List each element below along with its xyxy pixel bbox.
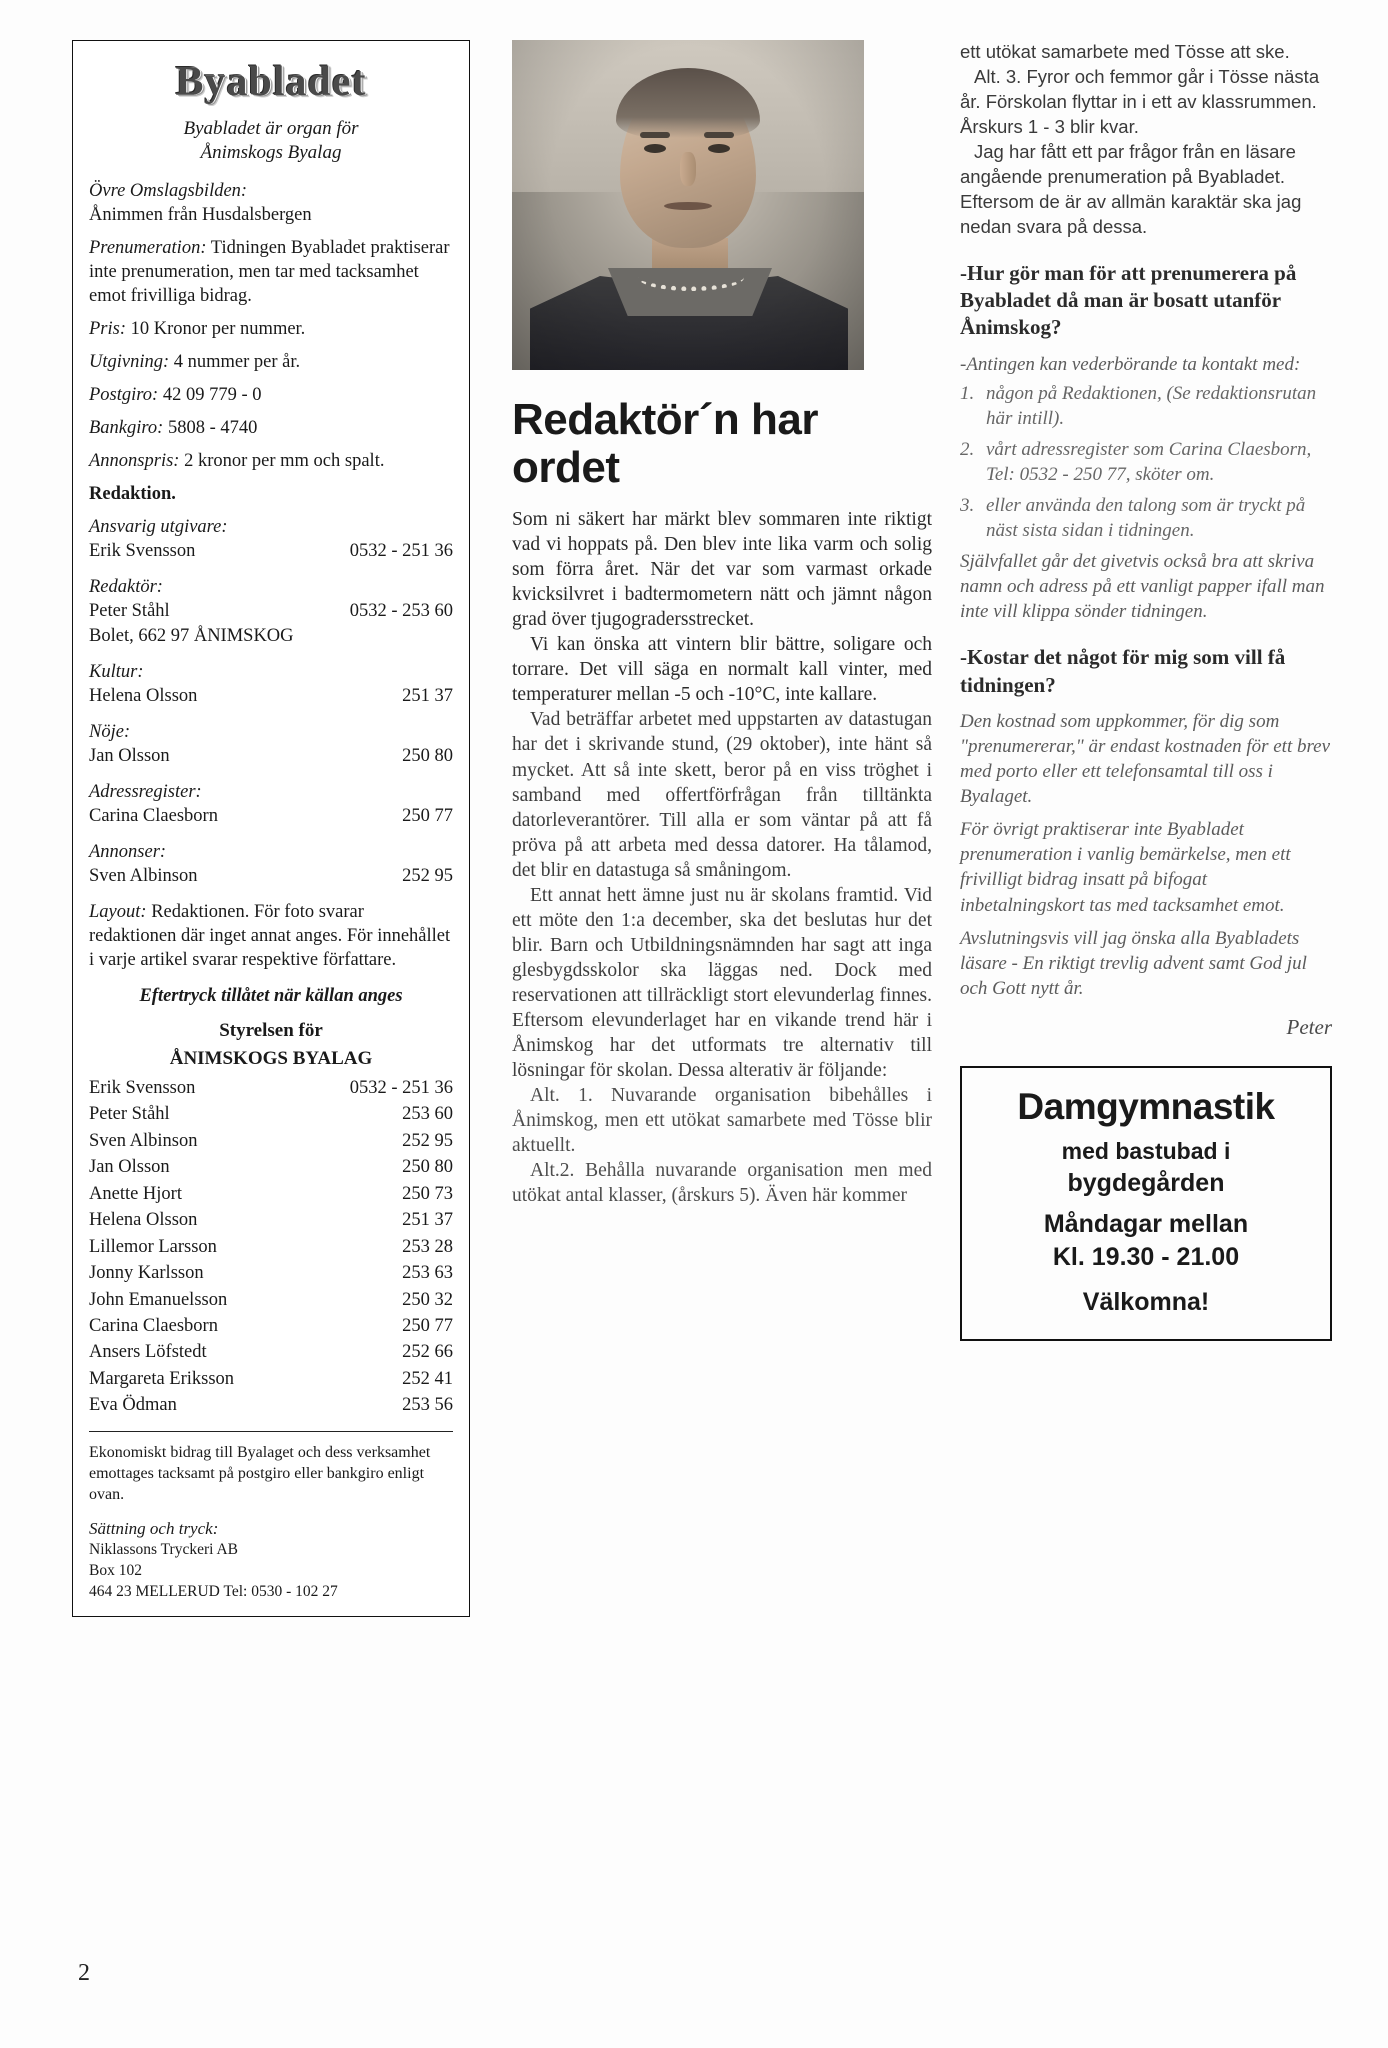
print-line: Box 102 [89,1562,142,1580]
prenumeration-block [89,236,453,308]
person-name: Peter Ståhl [89,601,170,622]
article-paragraph: Ett annat hett ämne just nu är skolans framtid. Vid ett möte den 1:a december, ska det beslutas hur det blir. Barn och Utbildningsnämnden har sagt att inga glesbygdsskolor ska läggas ned. Dock med reservationen att tillräckligt stort elevunderlag finnes. Eftersom elevunderlaget har en vikande trend här i Ånimskog har det utformats tre alternativ till lösningar för skolan. Dessa alterativ är följande: [512,884,932,1082]
question-2-heading: -Kostar det något för mig som vill få tidningen? [960,645,1286,697]
person-phone: 0532 - 251 36 [349,541,453,562]
answer-1-intro: -Antingen kan vederbörande ta kontakt med: [960,353,1301,375]
board-row [89,1392,453,1418]
bankgiro-block [89,416,453,440]
ad-line-4: Måndagar mellan [1043,1209,1249,1238]
answer-1-item [960,493,1332,543]
board-phone: 253 60 [402,1104,453,1125]
article-paragraph: Alt.2. Behålla nuvarande organisation men med utökat antal klasser, (årskurs 5). Även här kommer [512,1160,932,1207]
board-name: Jonny Karlsson [89,1263,204,1284]
role-person [89,684,453,709]
board-row [89,1154,453,1180]
board-row [89,1260,453,1286]
annonspris-block [89,449,453,473]
article-paragraph: Jag har fått ett par frågor från en läsare angående prenumeration på Byabladet. Eftersom de är av allmän karaktär ska jag nedan svara på dessa. [960,140,1302,237]
person-name: Bolet, 662 97 ÅNIMSKOG [89,626,294,647]
pris-label: Pris: [89,318,126,339]
board-title-1: Styrelsen för [219,1020,323,1042]
board-name: Margareta Eriksson [89,1368,235,1389]
person-name: Erik Svensson [89,541,196,562]
board-title-2: ÅNIMSKOGS BYALAG [169,1048,373,1070]
role-label: Nöje: [89,722,131,743]
role-group [89,840,453,889]
divider [89,1431,453,1432]
board-phone: 250 77 [402,1315,453,1336]
role-address [89,624,453,649]
board-row [89,1128,453,1154]
role-label: Kultur: [89,662,144,683]
layout-text: Redaktionen. [151,902,250,923]
signature: Peter [1286,1014,1332,1039]
ad-line-2: med bastubad i [1061,1137,1231,1164]
board-phone: 252 66 [402,1342,453,1363]
board-phone: 0532 - 251 36 [349,1077,453,1098]
ad-line-5: Kl. 19.30 - 21.00 [1052,1242,1240,1271]
advertisement-damgymnastik [960,1066,1332,1341]
role-group [89,660,453,709]
person-phone: 250 77 [402,806,453,827]
utgivning-block [89,350,453,374]
answer-1-item [960,381,1332,431]
organ-line [89,117,453,165]
ad-welcome: Välkomna! [1082,1287,1210,1316]
person-phone: 0532 - 253 60 [349,601,453,622]
editor-portrait-photo [512,40,864,370]
postgiro-label: Postgiro: [89,385,159,406]
answer-1-extra: Självfallet går det givetvis också bra att skriva namn och adress på ett vanligt papper ifall man inte vill klippa sönder tidningen. [960,551,1325,623]
layout-block [89,900,453,972]
board-name: Peter Ståhl [89,1104,170,1125]
prenumeration-text: Tidningen Byabladet praktiserar inte prenumeration, men tar med tacksamhet emot frivilliga bidrag. [89,237,450,306]
middle-column [512,40,932,1208]
utgivning-text: 4 nummer per år. [173,351,301,372]
article-paragraph: ett utökat samarbete med Tösse att ske. [960,41,1290,62]
board-name: John Emanuelsson [89,1289,228,1310]
role-person [89,744,453,769]
board-phone: 251 37 [402,1210,453,1231]
board-name: Anette Hjort [89,1183,182,1204]
person-phone: 250 80 [402,746,453,767]
question-1-heading: -Hur gör man för att prenumerera på Byabladet då man är bosatt utanför Ånimskog? [960,260,1297,340]
donation-note: Ekonomiskt bidrag till Byalaget och dess verksamhet emottages tacksamt på postgiro eller bankgiro enligt ovan. [89,1443,431,1504]
postgiro-text: 42 09 779 - 0 [162,385,262,406]
board-row [89,1287,453,1313]
item-text: någon på Redaktionen, (Se redaktionsrutan här intill). [986,382,1317,429]
page-number: 2 [78,1960,90,1986]
board-member-list [89,1075,453,1419]
cover-block [89,179,453,227]
utgivning-label: Utgivning: [89,351,170,372]
bankgiro-text: 5808 - 4740 [167,418,258,439]
board-phone: 250 73 [402,1183,453,1204]
article-headline: Redaktör´n har ordet [512,395,818,492]
ad-title: Damgymnastik [1017,1085,1275,1127]
item-text: eller använda den talong som är tryckt på näst sista sidan i tidningen. [986,495,1306,542]
cover-label: Övre Omslagsbilden: [89,180,248,201]
print-info [89,1539,453,1602]
redaktion-heading: Redaktion. [89,484,176,505]
board-row [89,1207,453,1233]
ad-line-3: bygdegården [1067,1168,1225,1197]
board-name: Jan Olsson [89,1157,170,1178]
article-body [512,507,932,1208]
role-group [89,780,453,829]
board-name: Carina Claesborn [89,1315,218,1336]
role-label: Redaktör: [89,577,163,598]
cover-text: Ånimmen från Husdalsbergen [89,204,312,225]
board-row [89,1075,453,1101]
article-paragraph: Som ni säkert har märkt blev sommaren inte riktigt vad vi hoppats på. Den blev inte lika varm och solig som förra året. När det var som varmast orkade kvicksilvret i badtermometern nätt och jämnt någon grad över tjugogradersstrecket. [512,509,932,631]
organ-line-2: Ånimskogs Byalag [200,141,342,163]
annonspris-label: Annonspris: [89,451,180,472]
board-phone: 250 80 [402,1157,453,1178]
role-group [89,515,453,564]
board-row [89,1339,453,1365]
role-person [89,804,453,829]
board-phone: 252 95 [402,1130,453,1151]
prenumeration-label: Prenumeration: [89,237,207,258]
left-column [72,40,474,1920]
board-row [89,1234,453,1260]
article-paragraph: Alt. 1. Nuvarande organisation bibehålles i Ånimskog, men ett utökat samarbete med Tösse blir aktuellt. [512,1085,932,1157]
byabladet-logo: Byabladet [175,59,367,105]
role-label: Adressregister: [89,782,202,803]
board-name: Lillemor Larsson [89,1236,217,1257]
answer-2-text: Den kostnad som uppkommer, för dig som "prenumererar," är endast kostnaden för ett brev med porto eller ett telefonsamtal till oss i Byalaget. [960,711,1331,808]
masthead-info-box [72,40,470,1617]
person-phone: 252 95 [402,866,453,887]
print-label: Sättning och tryck: [89,1519,219,1539]
postgiro-block [89,383,453,407]
board-row [89,1366,453,1392]
board-row [89,1101,453,1127]
board-name: Ansers Löfstedt [89,1342,207,1363]
person-name: Carina Claesborn [89,806,218,827]
eftertryck-note: Eftertryck tillåtet när källan anges [139,986,403,1007]
organ-line-1: Byabladet är organ för [183,118,359,140]
board-phone: 253 56 [402,1395,453,1416]
article-continuation [960,40,1332,240]
pris-block [89,317,453,341]
item-number: 3. [960,495,975,517]
article-paragraph: Vi kan önska att vintern blir bättre, soligare och torrare. Det vill säga en normalt kall vinter, med temperaturer mellan -5 och -10°C, inte kallare. [512,634,932,706]
closing-paragraph: Avslutningsvis vill jag önska alla Byabladets läsare - En riktigt trevlig advent samt God jul och Gott nytt år. [960,927,1307,999]
board-name: Erik Svensson [89,1077,196,1098]
item-number: 1. [960,382,975,404]
person-name: Helena Olsson [89,686,198,707]
print-line: 464 23 MELLERUD Tel: 0530 - 102 27 [89,1583,338,1601]
board-phone: 250 32 [402,1289,453,1310]
board-phone: 252 41 [402,1368,453,1389]
answer-2-text-extra: För övrigt praktiserar inte Byabladet prenumeration i vanlig bemärkelse, men ett frivilligt bidrag insatt på bifogat inbetalningskort tas med tacksamhet emot. [960,819,1291,916]
board-name: Eva Ödman [89,1395,177,1416]
role-person [89,539,453,564]
role-label: Annonser: [89,842,167,863]
article-paragraph: Vad beträffar arbetet med uppstarten av datastugan har det i skrivande stund, (29 oktober), inte hänt så mycket. Att så inte skett, beror på en viss tröghet i samband med offertförfrågan från tilltänkta datorleverantörer. Till alla er som väntar på att få pröva på att arbeta med dessa datorer. Ha tålamod, det blir en datastuga så småningom. [512,709,932,881]
right-column [960,40,1332,1341]
answer-1-list [960,381,1332,543]
person-name: Sven Albinson [89,866,198,887]
board-phone: 253 63 [402,1263,453,1284]
layout-note: För foto svarar redaktionen där inget annat anges. För innehållet i varje artikel svarar respektive författare. [89,902,451,971]
person-phone: 251 37 [402,686,453,707]
article-paragraph: Alt. 3. Fyror och femmor går i Tösse nästa år. Förskolan flyttar in i ett av klassrummen. Årskurs 1 - 3 blir kvar. [960,65,1320,137]
person-name: Jan Olsson [89,746,170,767]
bankgiro-label: Bankgiro: [89,418,164,439]
item-number: 2. [960,438,975,460]
answer-1-item [960,437,1332,487]
board-name: Helena Olsson [89,1210,198,1231]
role-person [89,864,453,889]
annonspris-text: 2 kronor per mm och spalt. [184,451,385,472]
pris-text: 10 Kronor per nummer. [130,318,306,339]
print-line: Niklassons Tryckeri AB [89,1541,238,1559]
board-name: Sven Albinson [89,1130,198,1151]
role-group [89,720,453,769]
item-text: vårt adressregister som Carina Claesborn, Tel: 0532 - 250 77, sköter om. [986,438,1312,485]
board-row [89,1181,453,1207]
board-phone: 253 28 [402,1236,453,1257]
board-row [89,1313,453,1339]
role-person [89,599,453,624]
photo-vignette [512,40,864,370]
role-group [89,575,453,649]
layout-label: Layout: [89,902,147,923]
role-label: Ansvarig utgivare: [89,517,228,538]
